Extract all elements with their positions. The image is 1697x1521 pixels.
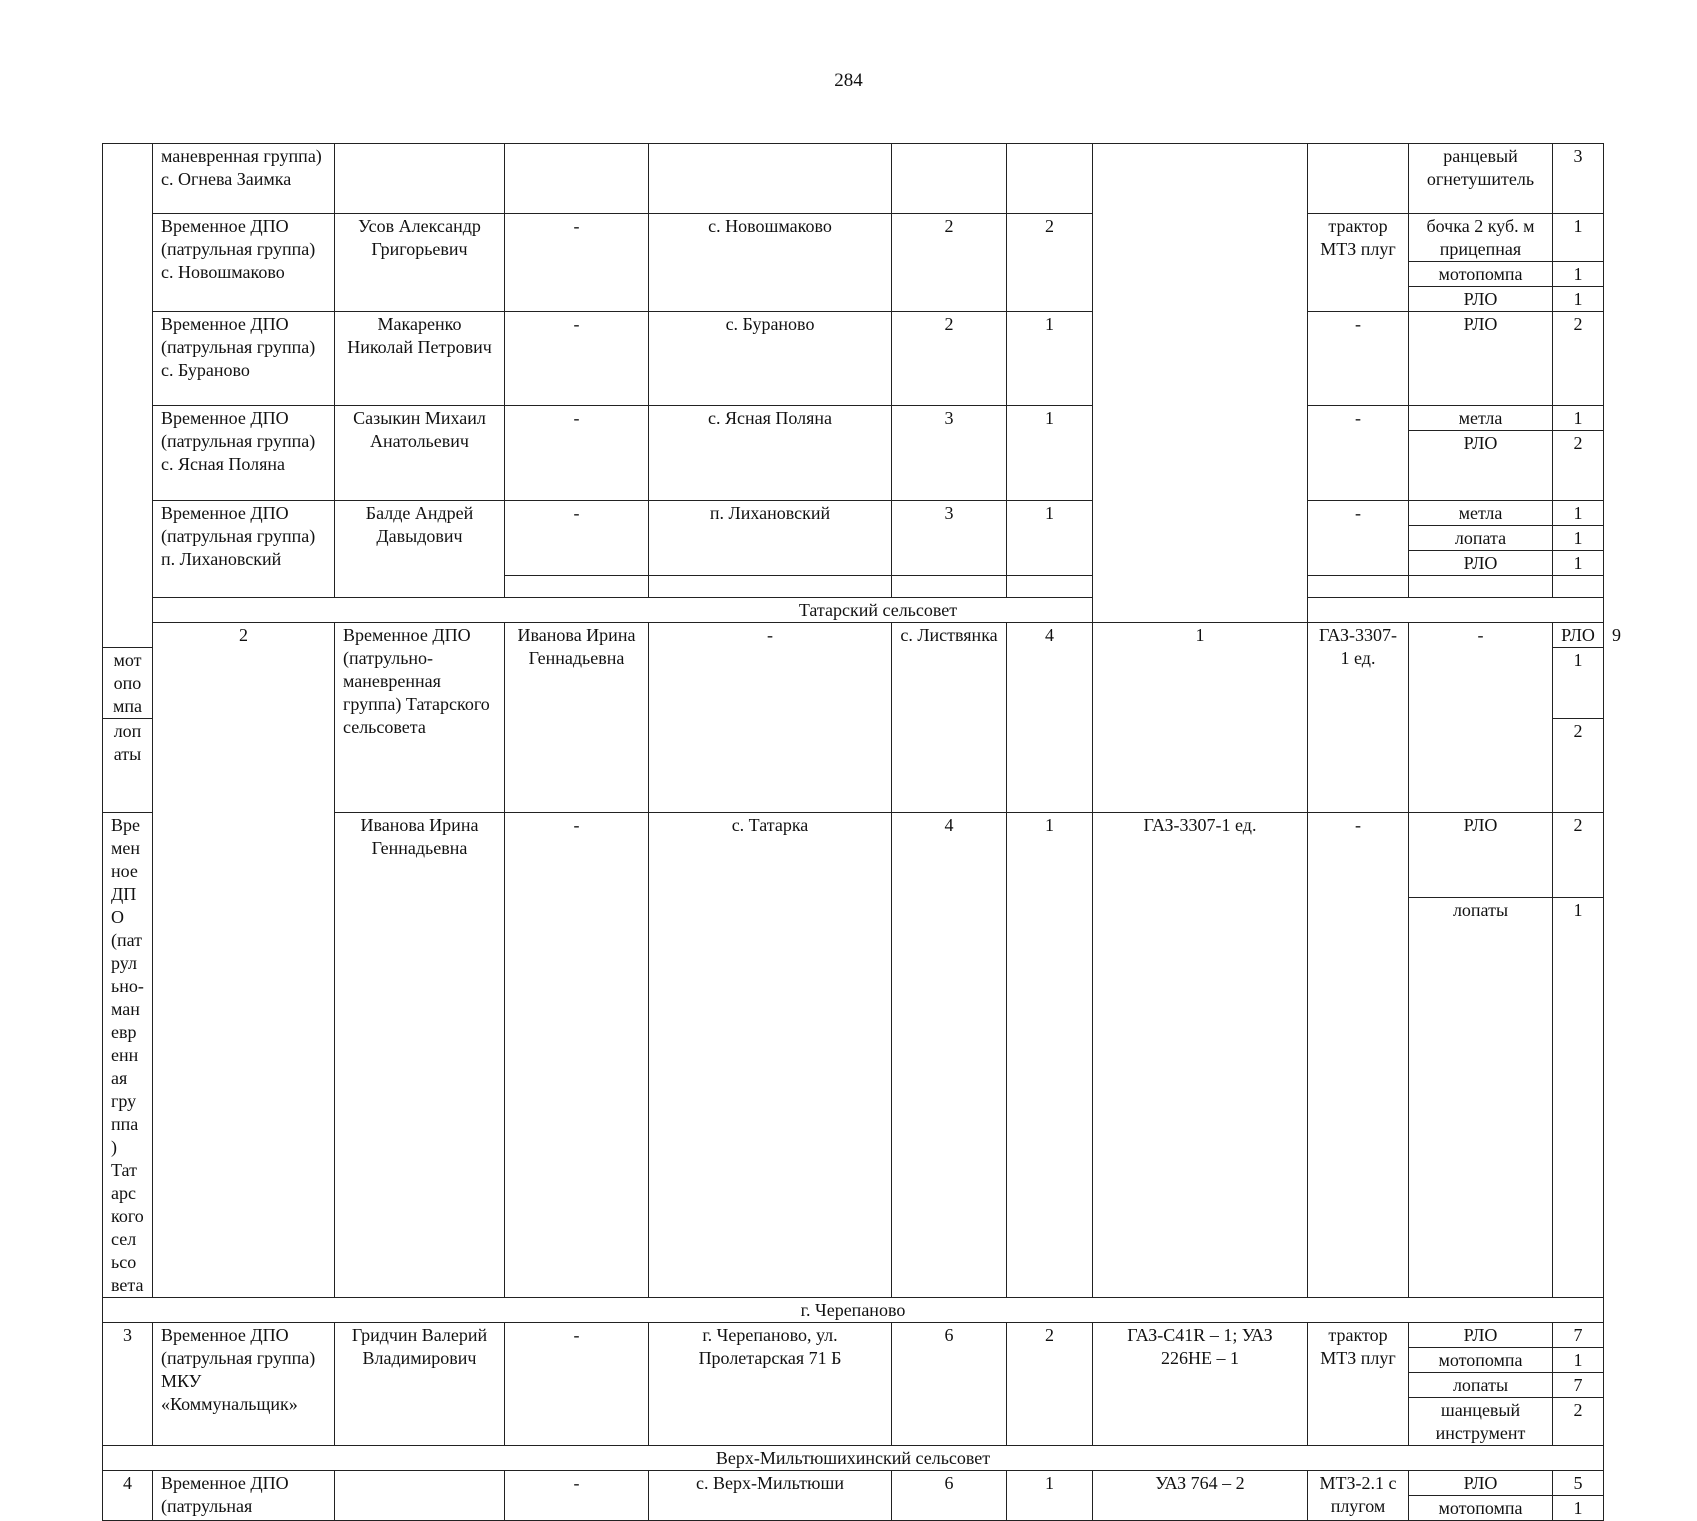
equipment-name-cell: бочка 2 куб. м прицепная bbox=[1409, 214, 1553, 262]
equipment-name-cell: РЛО bbox=[1553, 623, 1604, 648]
place-cell: с. Листвянка bbox=[892, 623, 1007, 813]
place-cell bbox=[649, 144, 892, 214]
section-row bbox=[103, 1298, 1604, 1323]
table-row bbox=[103, 312, 1604, 406]
equipment-name-cell: метла bbox=[1409, 501, 1553, 526]
dash-cell: - bbox=[505, 214, 649, 312]
section-row bbox=[103, 1446, 1604, 1471]
tech-cell: трактор МТЗ плуг bbox=[1308, 214, 1409, 312]
equipment-qty-cell: 2 bbox=[1553, 1398, 1604, 1446]
count-cell: 1 bbox=[1007, 1471, 1093, 1521]
place-cell: п. Лихановский bbox=[649, 501, 892, 576]
tech-cell: - bbox=[1308, 813, 1409, 1298]
table-row bbox=[103, 406, 1604, 431]
equipment-name-cell: РЛО bbox=[1409, 431, 1553, 501]
equipment-name-cell: РЛО bbox=[1409, 1323, 1553, 1348]
empty-cell bbox=[505, 576, 649, 598]
place-cell: г. Черепаново, ул. Пролетарская 71 Б bbox=[649, 1323, 892, 1446]
count-cell: 6 bbox=[892, 1323, 1007, 1446]
equipment-qty-cell: 1 bbox=[1553, 898, 1604, 1298]
equipment-qty-cell: 2 bbox=[1553, 431, 1604, 501]
unit-name-cell: Временное ДПО (патрульная группа) с. Ясная Поляна bbox=[153, 406, 335, 501]
vehicle-cell: ГАЗ-С41R – 1; УАЗ 226НЕ – 1 bbox=[1093, 1323, 1308, 1446]
count-cell: 2 bbox=[892, 312, 1007, 406]
tech-cell: - bbox=[1409, 623, 1553, 813]
dash-cell: - bbox=[505, 1471, 649, 1521]
table-row bbox=[103, 214, 1604, 262]
row-number-cell bbox=[103, 144, 153, 648]
equipment-qty-cell: 1 bbox=[1553, 214, 1604, 262]
head-cell: Усов Александр Григорьевич bbox=[335, 214, 505, 312]
equipment-qty-cell: 2 bbox=[1553, 719, 1604, 813]
tech-cell: МТЗ-2.1 с плугом bbox=[1308, 1471, 1409, 1521]
equipment-qty-cell: 1 bbox=[1553, 262, 1604, 287]
count-cell: 1 bbox=[1007, 813, 1093, 1298]
tech-cell: - bbox=[1308, 312, 1409, 406]
head-cell: Иванова Ирина Геннадьевна bbox=[505, 623, 649, 813]
equipment-name-cell: лопаты bbox=[1409, 1373, 1553, 1398]
dash-cell: - bbox=[649, 623, 892, 813]
equipment-name-cell: мотопомпа bbox=[103, 648, 153, 719]
place-cell: с. Бураново bbox=[649, 312, 892, 406]
empty-cell bbox=[1308, 576, 1409, 598]
section-row bbox=[103, 598, 1604, 623]
unit-name-cell: Временное ДПО (патрульно-маневренная группа) Татарского сельсовета bbox=[335, 623, 505, 813]
tech-cell: - bbox=[1308, 501, 1409, 576]
equipment-name-cell: метла bbox=[1409, 406, 1553, 431]
fire-units-table bbox=[102, 143, 1621, 1521]
dash-cell: - bbox=[505, 406, 649, 501]
equipment-name-cell: РЛО bbox=[1409, 287, 1553, 312]
section-title: Верх-Мильтюшихинский сельсовет bbox=[103, 1446, 1604, 1471]
row-number-cell: 2 bbox=[153, 623, 335, 1298]
count-cell: 6 bbox=[892, 1471, 1007, 1521]
equipment-qty-cell: 5 bbox=[1553, 1471, 1604, 1496]
head-cell: Гридчин Валерий Владимирович bbox=[335, 1323, 505, 1446]
section-title: Татарский сельсовет bbox=[153, 598, 1604, 623]
head-cell: Иванова Ирина Геннадьевна bbox=[335, 813, 505, 1298]
equipment-name-cell: мотопомпа bbox=[1409, 1496, 1553, 1521]
table-row bbox=[103, 501, 1604, 526]
vehicle-cell: ГАЗ-3307-1 ед. bbox=[1093, 813, 1308, 1298]
equipment-name-cell: мотопомпа bbox=[1409, 262, 1553, 287]
equipment-qty-cell: 2 bbox=[1553, 312, 1604, 406]
tech-cell bbox=[1308, 144, 1409, 214]
unit-name-cell: Временное ДПО (патрульная группа) с. Бураново bbox=[153, 312, 335, 406]
equipment-qty-cell: 1 bbox=[1553, 551, 1604, 576]
count-cell: 4 bbox=[1007, 623, 1093, 813]
equipment-name-cell: шанцевый инструмент bbox=[1409, 1398, 1553, 1446]
equipment-qty-cell: 1 bbox=[1553, 1496, 1604, 1521]
equipment-name-cell: лопаты bbox=[103, 719, 153, 813]
unit-name-cell: Временное ДПО (патрульная группа) с. Новошмаково bbox=[153, 214, 335, 312]
table-row bbox=[103, 1323, 1604, 1348]
head-cell bbox=[335, 1471, 505, 1521]
count-cell: 4 bbox=[892, 813, 1007, 1298]
page-number: 284 bbox=[834, 70, 863, 91]
dash-cell: - bbox=[505, 813, 649, 1298]
unit-name-cell: Временное ДПО (патрульная группа) МКУ «Коммунальщик» bbox=[153, 1323, 335, 1446]
equipment-name-cell: лопата bbox=[1409, 526, 1553, 551]
empty-cell bbox=[1007, 576, 1093, 598]
vehicle-cell bbox=[1093, 144, 1308, 623]
count-cell: 3 bbox=[892, 406, 1007, 501]
row-number-cell: 3 bbox=[103, 1323, 153, 1446]
head-cell: Сазыкин Михаил Анатольевич bbox=[335, 406, 505, 501]
equipment-name-cell: РЛО bbox=[1409, 551, 1553, 576]
count-cell bbox=[892, 144, 1007, 214]
count-cell bbox=[1007, 144, 1093, 214]
equipment-name-cell: РЛО bbox=[1409, 1471, 1553, 1496]
tech-cell: трактор МТЗ плуг bbox=[1308, 1323, 1409, 1446]
equipment-qty-cell: 2 bbox=[1553, 813, 1604, 898]
count-cell: 2 bbox=[1007, 1323, 1093, 1446]
unit-name-cell: маневренная группа) с. Огнева Заимка bbox=[153, 144, 335, 214]
tech-cell: - bbox=[1308, 406, 1409, 501]
equipment-qty-cell: 1 bbox=[1553, 526, 1604, 551]
unit-name-cell: Временное ДПО (патрульная bbox=[153, 1471, 335, 1521]
count-cell: 1 bbox=[1093, 623, 1308, 813]
count-cell: 2 bbox=[1007, 214, 1093, 312]
equipment-qty-cell: 1 bbox=[1553, 1348, 1604, 1373]
section-title: г. Черепаново bbox=[103, 1298, 1604, 1323]
table-row bbox=[103, 1471, 1604, 1496]
count-cell: 1 bbox=[1007, 406, 1093, 501]
place-cell: с. Ясная Поляна bbox=[649, 406, 892, 501]
equipment-name-cell: мотопомпа bbox=[1409, 1348, 1553, 1373]
equipment-qty-cell: 1 bbox=[1553, 406, 1604, 431]
vehicle-cell: УАЗ 764 – 2 bbox=[1093, 1471, 1308, 1521]
place-cell: с. Верх-Мильтюши bbox=[649, 1471, 892, 1521]
empty-cell bbox=[649, 576, 892, 598]
equipment-qty-cell: 7 bbox=[1553, 1323, 1604, 1348]
row-number-cell: 4 bbox=[103, 1471, 153, 1521]
dash-cell: - bbox=[505, 1323, 649, 1446]
head-cell: Балде Андрей Давыдович bbox=[335, 501, 505, 598]
empty-cell bbox=[1553, 576, 1604, 598]
place-cell: с. Татарка bbox=[649, 813, 892, 1298]
equipment-qty-cell: 1 bbox=[1553, 287, 1604, 312]
dash-cell bbox=[505, 144, 649, 214]
unit-name-cell: Временное ДПО (патрульная группа) п. Лихановский bbox=[153, 501, 335, 598]
equipment-qty-cell: 7 bbox=[1553, 1373, 1604, 1398]
dash-cell: - bbox=[505, 501, 649, 576]
empty-cell bbox=[1409, 576, 1553, 598]
equipment-name-cell: лопаты bbox=[1409, 898, 1553, 1298]
equipment-qty-cell: 3 bbox=[1553, 144, 1604, 214]
equipment-name-cell: РЛО bbox=[1409, 312, 1553, 406]
vehicle-cell: ГАЗ-3307-1 ед. bbox=[1308, 623, 1409, 813]
head-cell: Макаренко Николай Петрович bbox=[335, 312, 505, 406]
table-row: 2 Временное ДПО (патрульно-маневренная группа) Татарского сельсовета Иванова Ирина Геннадьевна - с. Листвянка 4 1 ГАЗ-3307-1 ед. - РЛО 9 bbox=[103, 623, 1604, 648]
empty-cell bbox=[892, 576, 1007, 598]
equipment-qty-cell: 1 bbox=[1553, 648, 1604, 719]
dash-cell: - bbox=[505, 312, 649, 406]
count-cell: 1 bbox=[1007, 312, 1093, 406]
place-cell: с. Новошмаково bbox=[649, 214, 892, 312]
equipment-qty-cell: 1 bbox=[1553, 501, 1604, 526]
head-cell bbox=[335, 144, 505, 214]
equipment-name-cell: ранцевый огнетушитель bbox=[1409, 144, 1553, 214]
unit-name-cell: Временное ДПО (патрульно-маневренная группа) Татарского сельсовета bbox=[103, 813, 153, 1298]
equipment-name-cell: РЛО bbox=[1409, 813, 1553, 898]
table-row bbox=[103, 144, 1604, 214]
count-cell: 3 bbox=[892, 501, 1007, 576]
count-cell: 2 bbox=[892, 214, 1007, 312]
count-cell: 1 bbox=[1007, 501, 1093, 576]
